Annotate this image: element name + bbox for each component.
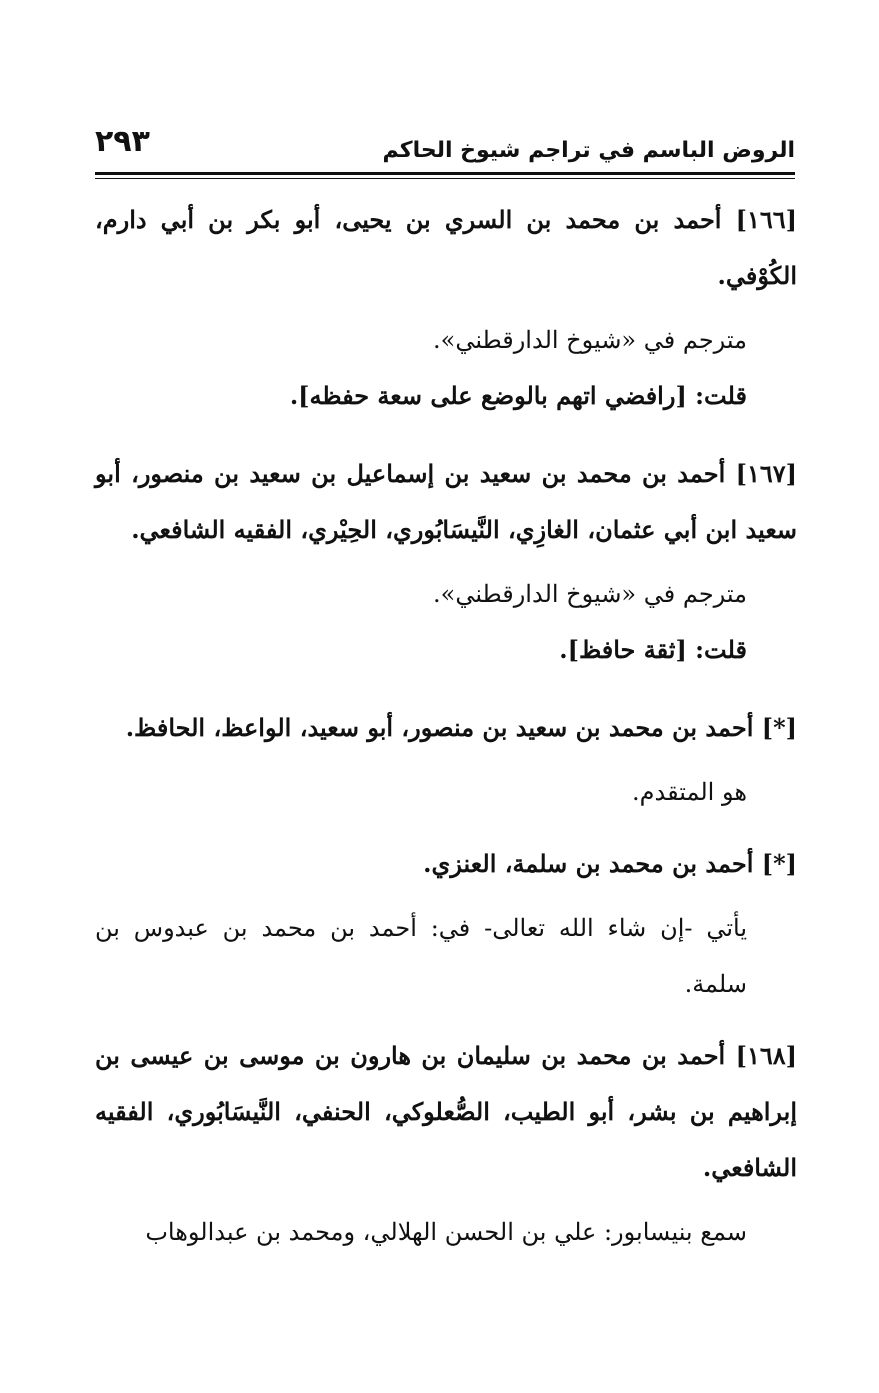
- header-rule-thin: [95, 178, 795, 179]
- entry-note: هو المتقدم.: [631, 778, 747, 806]
- entry-note: سمع بنيسابور: علي بن الحسن الهلالي، ومحمد بن عبدالوهاب: [145, 1218, 747, 1246]
- entry-cross-ref-1: [95, 700, 797, 820]
- entry-heading: [١٦٨] أحمد بن محمد بن سليمان بن هارون بن موسى بن عيسى بن إبراهيم بن بشر، أبو الطيب، الصُّعلوكي، الحنفي، النَّيسَابُوري، الفقيه الشافعي.: [95, 1041, 797, 1182]
- entry-note: يأتي -إن شاء الله تعالى- في: أحمد بن محمد بن عبدوس بن سلمة.: [95, 914, 747, 998]
- entry-heading: [١٦٧] أحمد بن محمد بن سعيد بن إسماعيل بن سعيد بن منصور، أبو سعيد ابن أبي عثمان، الغازِي، النَّيسَابُوري، الحِيْري، الفقيه الشافعي.: [95, 459, 797, 544]
- entry-cross-ref-2: [95, 836, 797, 1012]
- entry-heading: [١٦٦] أحمد بن محمد بن السري بن يحيى، أبو بكر بن أبي دارم، الكُوْفي.: [95, 205, 797, 290]
- entry-verdict: قلت: [رافضي اتهم بالوضع على سعة حفظه].: [289, 381, 747, 410]
- entry-heading: [*] أحمد بن محمد بن سعيد بن منصور، أبو سعيد، الواعظ، الحافظ.: [125, 713, 797, 742]
- entry-reference: مترجم في «شيوخ الدارقطني».: [433, 580, 747, 608]
- page-number: ٢٩٣: [95, 124, 150, 159]
- entry-heading: [*] أحمد بن محمد بن سلمة، العنزي.: [423, 849, 797, 878]
- entry-168: [95, 1028, 797, 1260]
- running-header: [95, 124, 795, 168]
- entry-verdict: قلت: [ثقة حافظ].: [559, 635, 747, 664]
- entry-166: [95, 192, 797, 424]
- header-rule-thick: [95, 172, 795, 175]
- body-text: [95, 192, 797, 1260]
- entry-reference: مترجم في «شيوخ الدارقطني».: [433, 326, 747, 354]
- entry-167: [95, 446, 797, 678]
- running-title: الروض الباسم في تراجم شيوخ الحاكم: [382, 138, 795, 163]
